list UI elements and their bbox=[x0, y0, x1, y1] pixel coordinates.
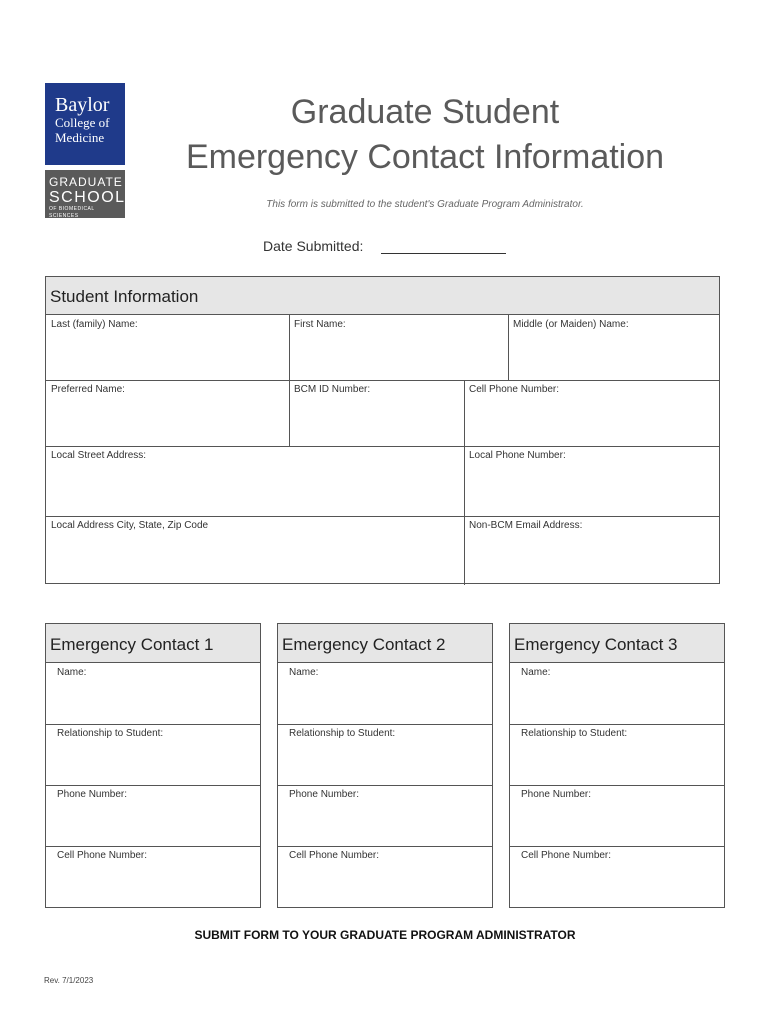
contact-name-label: Name: bbox=[289, 667, 319, 678]
emergency-contact-header bbox=[278, 624, 492, 663]
contact-name-label: Name: bbox=[57, 667, 87, 678]
contact-phone-field[interactable] bbox=[516, 785, 724, 846]
revision-date: Rev. 7/1/2023 bbox=[44, 976, 94, 985]
contact-relationship-label: Relationship to Student: bbox=[521, 728, 628, 739]
first-name-label: First Name: bbox=[294, 319, 346, 330]
local-phone-label: Local Phone Number: bbox=[469, 450, 566, 461]
contact-relationship-label: Relationship to Student: bbox=[57, 728, 164, 739]
baylor-logo bbox=[45, 83, 125, 165]
student-info-header bbox=[46, 277, 719, 315]
contact-cell-field[interactable] bbox=[284, 846, 492, 907]
emergency-contact-heading: Emergency Contact 2 bbox=[282, 635, 446, 654]
emergency-contact-header bbox=[46, 624, 260, 663]
student-info-heading: Student Information bbox=[50, 287, 199, 306]
student-info-section bbox=[45, 276, 720, 584]
emergency-contact-heading: Emergency Contact 3 bbox=[514, 635, 678, 654]
logo-grad1: GRADUATE bbox=[49, 175, 123, 189]
emergency-contact-3 bbox=[509, 623, 725, 908]
bcm-id-label: BCM ID Number: bbox=[294, 384, 371, 395]
contact-phone-label: Phone Number: bbox=[521, 789, 592, 800]
email-field[interactable] bbox=[464, 516, 719, 584]
graduate-school-logo bbox=[45, 170, 125, 218]
contact-phone-field[interactable] bbox=[284, 785, 492, 846]
street-address-field[interactable] bbox=[46, 446, 464, 516]
contact-relationship-label: Relationship to Student: bbox=[289, 728, 396, 739]
emergency-contact-header bbox=[510, 624, 724, 663]
bcm-id-field[interactable] bbox=[289, 380, 464, 446]
preferred-name-field[interactable] bbox=[46, 380, 289, 446]
middle-name-label: Middle (or Maiden) Name: bbox=[513, 319, 629, 330]
date-submitted-field[interactable] bbox=[381, 253, 506, 254]
contact-phone-label: Phone Number: bbox=[289, 789, 360, 800]
emergency-contact-1 bbox=[45, 623, 261, 908]
logo-grad3: OF BIOMEDICAL SCIENCES bbox=[49, 206, 95, 219]
contact-relationship-field[interactable] bbox=[284, 724, 492, 785]
last-name-field[interactable] bbox=[46, 315, 289, 380]
contact-name-field[interactable] bbox=[52, 663, 260, 724]
local-phone-field[interactable] bbox=[464, 446, 719, 516]
submit-instruction: SUBMIT FORM TO YOUR GRADUATE PROGRAM ADMINISTRATOR bbox=[194, 928, 576, 942]
cell-phone-label: Cell Phone Number: bbox=[469, 384, 560, 395]
contact-cell-field[interactable] bbox=[52, 846, 260, 907]
date-submitted-label: Date Submitted: bbox=[263, 238, 364, 254]
contact-phone-label: Phone Number: bbox=[57, 789, 128, 800]
emergency-contact-heading: Emergency Contact 1 bbox=[50, 635, 214, 654]
page-title-line1: Graduate Student bbox=[290, 93, 560, 131]
contact-name-field[interactable] bbox=[516, 663, 724, 724]
contact-relationship-field[interactable] bbox=[52, 724, 260, 785]
cell-phone-field[interactable] bbox=[464, 380, 719, 446]
contact-cell-label: Cell Phone Number: bbox=[289, 850, 380, 861]
logo-grad2: SCHOOL bbox=[49, 189, 126, 206]
first-name-field[interactable] bbox=[289, 315, 508, 380]
street-address-label: Local Street Address: bbox=[51, 450, 147, 461]
middle-name-field[interactable] bbox=[508, 315, 719, 380]
logo-line3: Medicine bbox=[55, 130, 105, 145]
last-name-label: Last (family) Name: bbox=[51, 319, 138, 330]
city-state-zip-field[interactable] bbox=[46, 516, 464, 584]
contact-phone-field[interactable] bbox=[52, 785, 260, 846]
logo-line1: Baylor bbox=[55, 94, 110, 116]
contact-cell-label: Cell Phone Number: bbox=[521, 850, 612, 861]
contact-relationship-field[interactable] bbox=[516, 724, 724, 785]
emergency-contact-2 bbox=[277, 623, 493, 908]
preferred-name-label: Preferred Name: bbox=[51, 384, 125, 395]
logo-line2: College of bbox=[55, 115, 110, 130]
contact-name-label: Name: bbox=[521, 667, 551, 678]
city-state-zip-label: Local Address City, State, Zip Code bbox=[51, 520, 209, 531]
email-label: Non-BCM Email Address: bbox=[469, 520, 583, 531]
contact-cell-label: Cell Phone Number: bbox=[57, 850, 148, 861]
subtitle: This form is submitted to the student's Graduate Program Administrator. bbox=[266, 199, 584, 210]
page-title-line2: Emergency Contact Information bbox=[185, 138, 665, 176]
contact-name-field[interactable] bbox=[284, 663, 492, 724]
contact-cell-field[interactable] bbox=[516, 846, 724, 907]
